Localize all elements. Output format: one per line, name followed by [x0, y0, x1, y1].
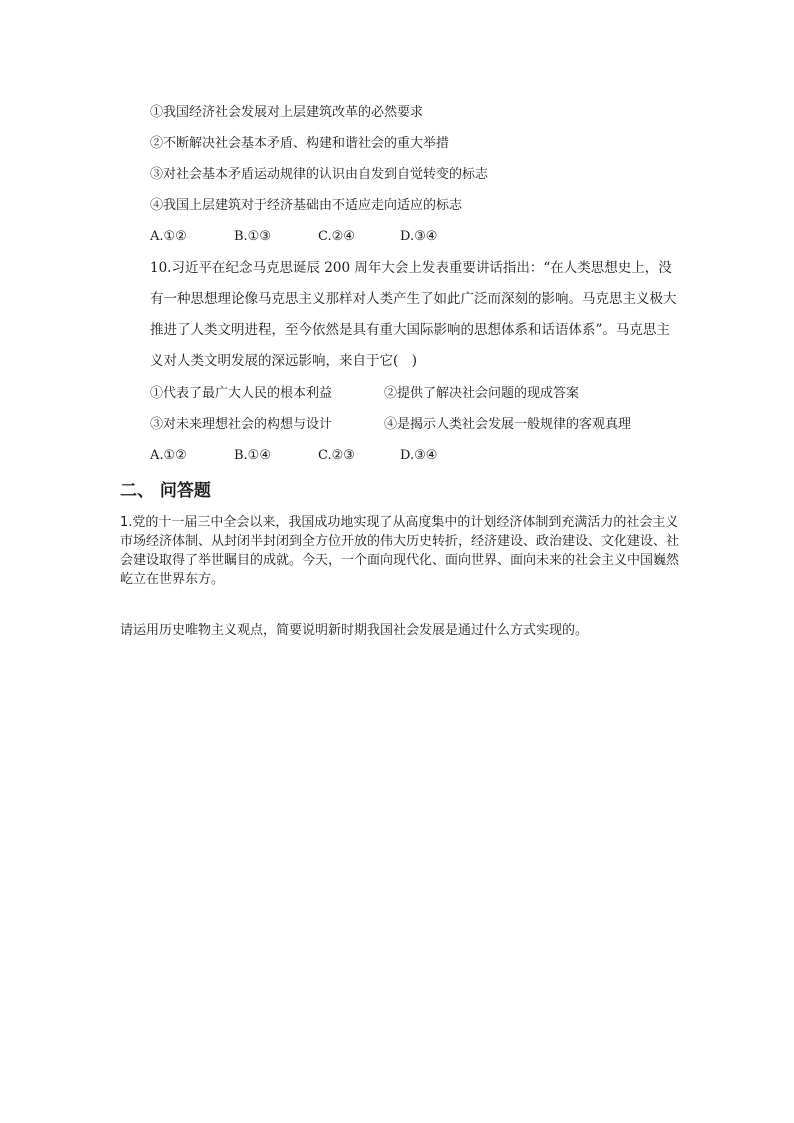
q10-answer-a: A.①②: [150, 448, 187, 463]
q10-option-1: ①代表了最广大人民的根本利益: [150, 386, 333, 401]
q9-option-1: ①我国经济社会发展对上层建筑改革的必然要求: [150, 105, 424, 120]
q9-option-3: ③对社会基本矛盾运动规律的认识由自发到自觉转变的标志: [150, 167, 489, 182]
q9-answer-a: A.①②: [150, 229, 187, 244]
q9-answer-c: C.②④: [318, 229, 355, 244]
q10-answer-c: C.②③: [318, 448, 355, 463]
q9-answer-b: B.①③: [234, 229, 271, 244]
q9-answer-d: D.③④: [400, 229, 438, 244]
q9-option-4: ④我国上层建筑对于经济基础由不适应走向适应的标志: [150, 198, 463, 213]
q9-option-2: ②不断解决社会基本矛盾、构建和谐社会的重大举措: [150, 136, 450, 151]
q10-option-3: ③对未来理想社会的构想与设计: [150, 417, 333, 432]
q10-answer-d: D.③④: [400, 448, 438, 463]
q9-answer-choices: [150, 228, 437, 246]
q10-options-row-1: [150, 385, 579, 403]
q10-options-row-2: [150, 416, 631, 434]
q10-option-2: ②提供了解决社会问题的现成答案: [384, 386, 580, 401]
q10-answer-b: B.①④: [234, 448, 271, 463]
q10-answer-choices: [150, 447, 437, 465]
q10-stem: 10.习近平在纪念马克思诞辰 200 周年大会上发表重要讲话指出：“在人类思想史上，没有一种思想理论像马克思主义那样对人类产生了如此广泛而深刻的影响。马克思主义极大推进了人类文明进程，至今依然是具有重大国际影响的思想体系和话语体系”。马克思主义对人类文明发展的深远影响，来自于它( ): [150, 260, 677, 369]
section-title: 二、 问答题: [120, 481, 211, 501]
essay-question-prompt: 请运用历史唯物主义观点，简要说明新时期我国社会发展是通过什么方式实现的。: [120, 623, 589, 638]
q10-option-4: ④是揭示人类社会发展一般规律的客观真理: [384, 417, 632, 432]
essay-question-text: 1.党的十一届三中全会以来，我国成功地实现了从高度集中的计划经济体制到充满活力的社会主义市场经济体制、从封闭半封闭到全方位开放的伟大历史转折，经济建设、政治建设、文化建设、社会建设取得了举世瞩目的成就。今天，一个面向现代化、面向世界、面向未来的社会主义中国巍然屹立在世界东方。: [120, 515, 680, 587]
